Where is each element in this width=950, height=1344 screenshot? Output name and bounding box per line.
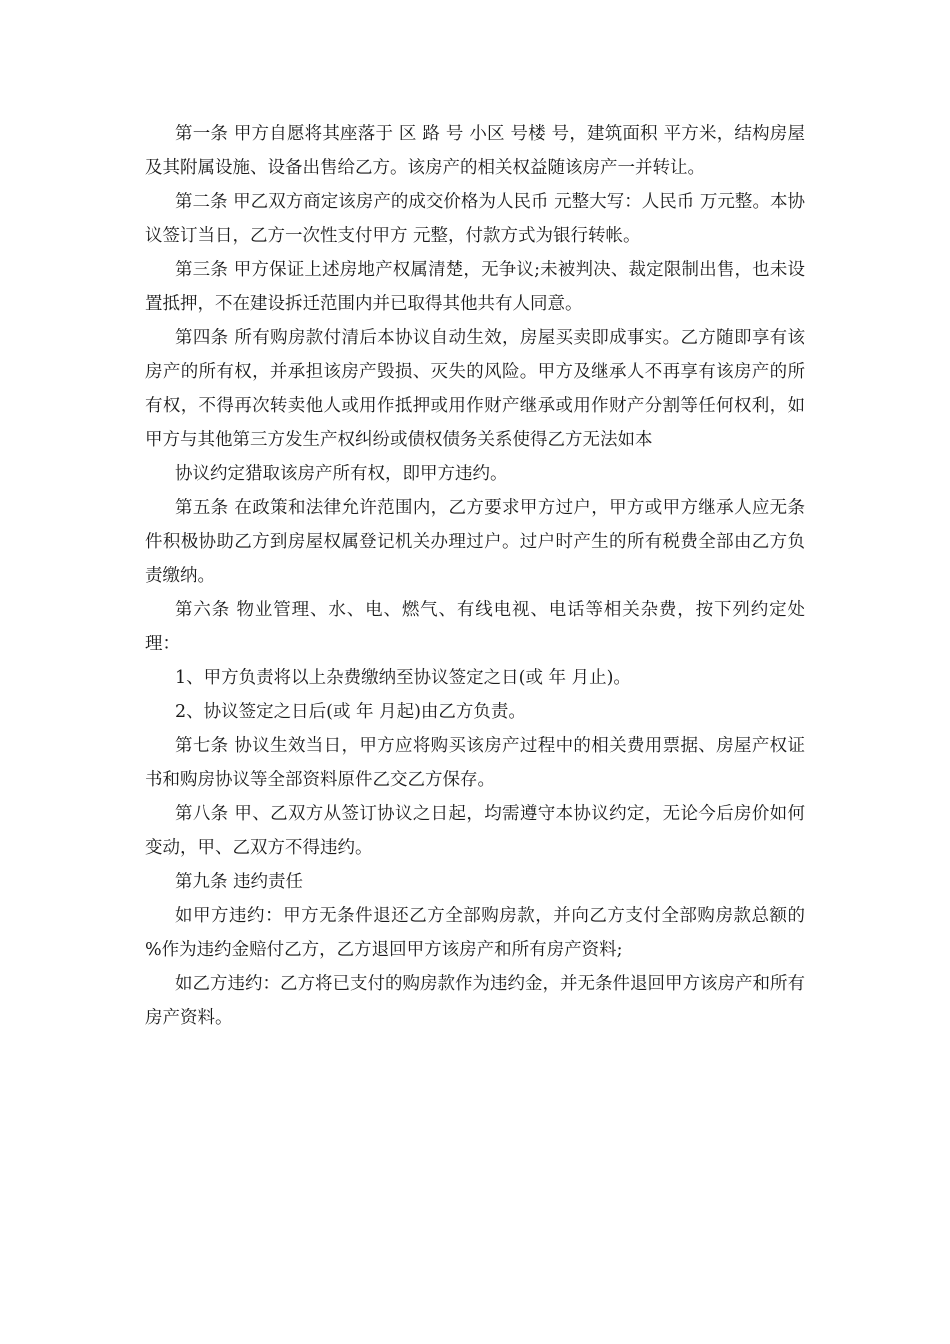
list-item-fees-1: 1、甲方负责将以上杂费缴纳至协议签定之日(或 年 月止)。 <box>175 668 631 688</box>
paragraph-article-6: 第六条 物业管理、水、电、燃气、有线电视、电话等相关杂费，按下列约定处理： <box>145 600 805 654</box>
list-item-fees-2: 2、协议签定之日后(或 年 月起)由乙方负责。 <box>175 702 526 722</box>
paragraph-article-5: 第五条 在政策和法律允许范围内，乙方要求甲方过户，甲方或甲方继承人应无条件积极协助乙方到房屋权属登记机关办理过户。过户时产生的所有税费全部由乙方负责缴纳。 <box>145 498 805 586</box>
paragraph-article-7: 第七条 协议生效当日，甲方应将购买该房产过程中的相关费用票据、房屋产权证书和购房协议等全部资料原件乙交乙方保存。 <box>145 736 805 790</box>
paragraph-article-4-continued: 协议约定猎取该房产所有权，即甲方违约。 <box>175 464 508 484</box>
document-body <box>145 117 805 1035</box>
paragraph-article-4: 第四条 所有购房款付清后本协议自动生效，房屋买卖即成事实。乙方随即享有该房产的所有权，并承担该房产毁损、灭失的风险。甲方及继承人不再享有该房产的所有权，不得再次转卖他人或用作抵押或用作财产继承或用作财产分割等任何权利，如甲方与其他第三方发生产权纠纷或债权债务关系使得乙方无法如本 <box>145 328 805 450</box>
paragraph-party-b-breach: 如乙方违约：乙方将已支付的购房款作为违约金，并无条件退回甲方该房产和所有房产资料。 <box>145 974 805 1028</box>
paragraph-article-9-heading: 第九条 违约责任 <box>175 872 304 892</box>
paragraph-article-1: 第一条 甲方自愿将其座落于 区 路 号 小区 号楼 号，建筑面积 平方米，结构房屋及其附属设施、设备出售给乙方。该房产的相关权益随该房产一并转让。 <box>145 124 805 178</box>
paragraph-party-a-breach: 如甲方违约：甲方无条件退还乙方全部购房款，并向乙方支付全部购房款总额的 %作为违约金赔付乙方，乙方退回甲方该房产和所有房产资料; <box>145 906 805 960</box>
paragraph-article-3: 第三条 甲方保证上述房地产权属清楚，无争议;未被判决、裁定限制出售，也未设置抵押，不在建设拆迁范围内并已取得其他共有人同意。 <box>145 260 805 314</box>
paragraph-article-2: 第二条 甲乙双方商定该房产的成交价格为人民币 元整大写：人民币 万元整。本协议签订当日，乙方一次性支付甲方 元整，付款方式为银行转帐。 <box>145 192 805 246</box>
paragraph-article-8: 第八条 甲、乙双方从签订协议之日起，均需遵守本协议约定，无论今后房价如何变动，甲、乙双方不得违约。 <box>145 804 805 858</box>
